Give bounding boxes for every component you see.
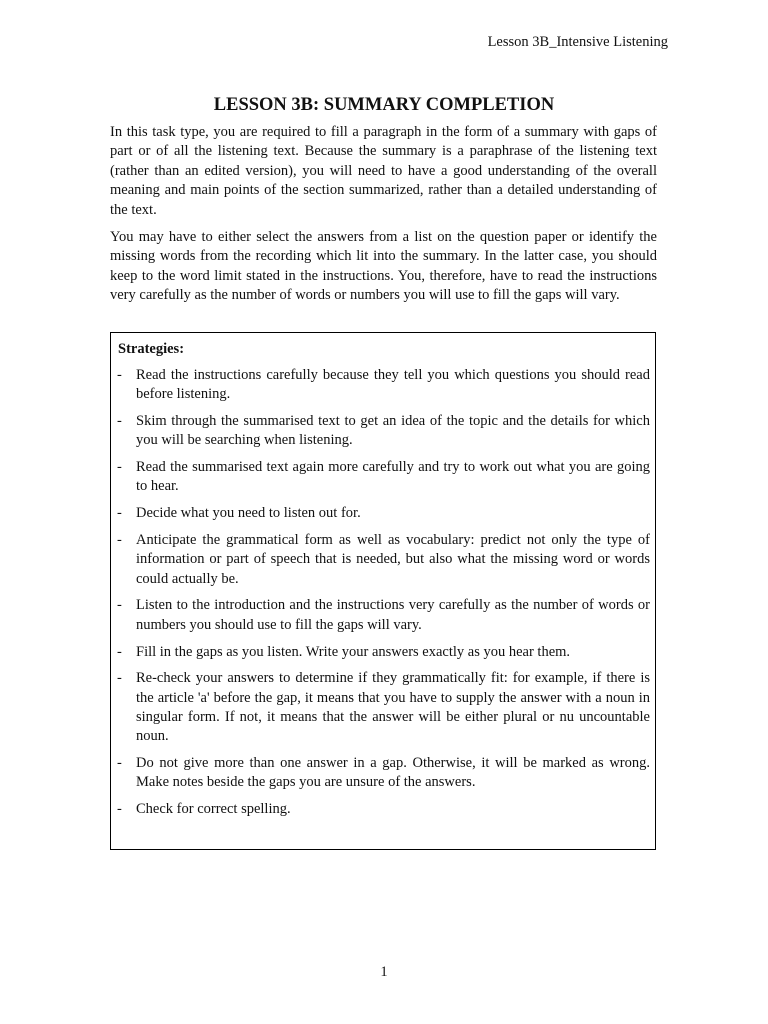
strategy-item [117, 458, 650, 497]
bullet-dash: - [117, 597, 122, 614]
strategy-item [117, 643, 650, 662]
strategy-text: Anticipate the grammatical form as well as vocabulary: predict not only the type of information or part of speech that is needed, but also what the missing word or words could actually be. [136, 532, 650, 587]
strategy-item [117, 754, 650, 793]
strategy-text: Fill in the gaps as you listen. Write your answers exactly as you hear them. [136, 643, 571, 660]
strategy-item [117, 412, 650, 451]
strategy-text: Listen to the introduction and the instructions very carefully as the number of words or numbers you should use to fill the gaps will vary. [136, 597, 650, 633]
strategy-text: Do not give more than one answer in a gap. Otherwise, it will be marked as wrong. Make notes beside the gaps you are unsure of the answers. [136, 755, 650, 791]
strategies-list [117, 366, 650, 827]
bullet-dash: - [117, 459, 122, 476]
running-header: Lesson 3B_Intensive Listening [487, 34, 668, 50]
bullet-dash: - [117, 413, 122, 430]
page-number: 1 [380, 964, 388, 980]
page-title: LESSON 3B: SUMMARY COMPLETION [213, 95, 555, 115]
strategies-box [110, 332, 656, 850]
strategy-item [117, 669, 650, 746]
strategy-text: Decide what you need to listen out for. [136, 505, 361, 522]
strategy-text: Skim through the summarised text to get an idea of the topic and the details for which you will be searching when listening. [136, 413, 650, 449]
bullet-dash: - [117, 367, 122, 383]
intro-paragraph-1: In this task type, you are required to fill a paragraph in the form of a summary with gaps of part or of all the listening text. Because the summary is a paraphrase of the listening text (rather than an edited version), you will need to have a good understanding of the overall meaning and main points of the section summarized, rather than a detailed understanding of the text. [110, 124, 657, 218]
strategy-text: Re-check your answers to determine if they grammatically fit: for example, if there is the article 'a' before the gap, it means that you have to supply the answer with a noun in singular form. If not, it means that the answer will be either plural or nu uncountable noun. [136, 670, 650, 745]
strategy-text: Read the instructions carefully because they tell you which questions you should read before listening. [136, 367, 650, 403]
strategy-item [117, 531, 650, 589]
strategy-text: Read the summarised text again more carefully and try to work out what you are going to hear. [136, 459, 650, 495]
strategy-item [117, 800, 650, 819]
strategy-text: Check for correct spelling. [136, 801, 291, 818]
bullet-dash: - [117, 801, 122, 818]
strategy-item [117, 366, 650, 405]
strategies-heading: Strategies: [118, 341, 185, 357]
bullet-dash: - [117, 505, 122, 522]
bullet-dash: - [117, 532, 122, 549]
strategy-item [117, 596, 650, 635]
bullet-dash: - [117, 670, 122, 687]
strategy-item [117, 504, 650, 523]
bullet-dash: - [117, 643, 122, 660]
bullet-dash: - [117, 755, 122, 772]
intro-paragraph-2: You may have to either select the answers from a list on the question paper or identify the missing words from the recording which lit into the summary. In the latter case, you should keep to the word limit stated in the instructions. You, therefore, have to read the instructions very carefully as the number of words or numbers you will use to fill the gaps will vary. [110, 229, 657, 304]
